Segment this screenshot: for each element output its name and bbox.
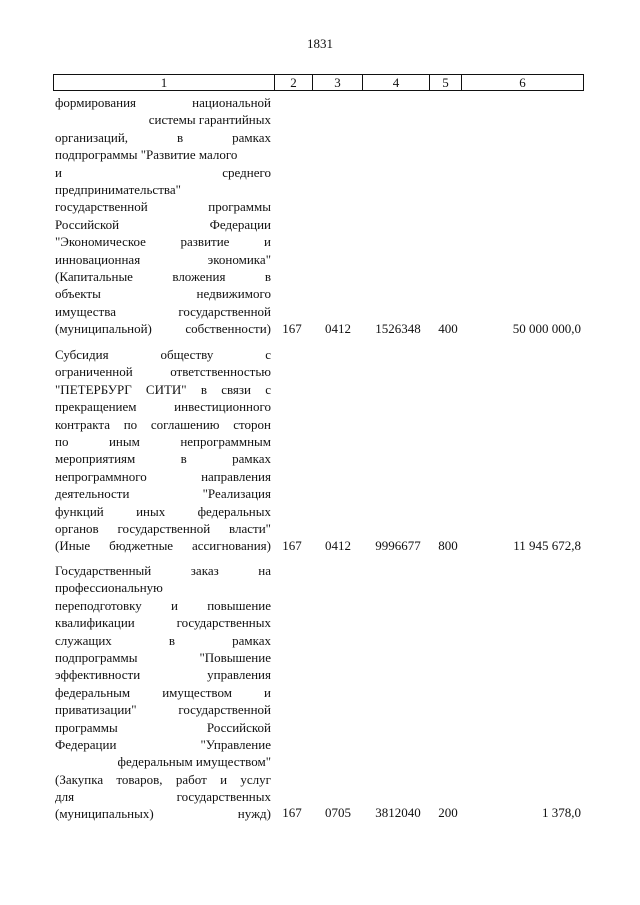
text-line: Субсидия обществу с bbox=[55, 347, 271, 362]
text-line: профессиональную bbox=[55, 580, 163, 596]
text-line: мероприятиям в рамках bbox=[55, 451, 271, 467]
text-line: объекты недвижимого bbox=[55, 286, 271, 302]
text-line: деятельности "Реализация bbox=[55, 486, 271, 502]
text-line: контракта по соглашению сторон bbox=[55, 416, 271, 432]
text-line: эффективности управления bbox=[55, 667, 271, 683]
text-line: государственной программы bbox=[55, 199, 271, 215]
column-header-row bbox=[53, 74, 584, 91]
text-line: (Закупка товаров, работ и услуг bbox=[55, 771, 271, 787]
row-3-col-3: 0705 bbox=[325, 805, 351, 820]
text-line: программы Российской bbox=[55, 719, 271, 735]
text-line: Государственный заказ на bbox=[55, 563, 271, 578]
text-line: ограниченной ответственностью bbox=[55, 364, 271, 380]
text-line: организаций, в рамках bbox=[55, 129, 271, 145]
row-2-col-3: 0412 bbox=[325, 538, 351, 553]
text-line: квалификации государственных bbox=[55, 615, 271, 631]
text-line: (муниципальных) нужд) bbox=[55, 806, 271, 822]
row-3-col-6: 1 378,0 bbox=[542, 805, 581, 820]
row-3-col-2: 167 bbox=[282, 805, 302, 820]
column-header-3: 3 bbox=[313, 75, 363, 91]
text-line: приватизации" государственной bbox=[55, 702, 271, 718]
text-line: "Экономическое развитие и bbox=[55, 234, 271, 250]
row-3-col-4: 3812040 bbox=[375, 805, 421, 820]
row-2-col-5: 800 bbox=[438, 538, 458, 553]
column-header-4: 4 bbox=[363, 75, 430, 91]
column-header-1: 1 bbox=[54, 75, 275, 91]
row-2-description bbox=[55, 346, 271, 555]
text-line: системы гарантийных bbox=[148, 112, 271, 128]
row-1-col-2: 167 bbox=[282, 321, 302, 336]
text-line: (Иные бюджетные ассигнования) bbox=[55, 538, 271, 554]
text-line: Российской Федерации bbox=[55, 216, 271, 232]
text-line: подпрограммы "Развитие малого bbox=[55, 147, 238, 163]
page-number: 1831 bbox=[307, 36, 333, 51]
text-line: по иным непрограммным bbox=[55, 433, 271, 449]
row-1-col-3: 0412 bbox=[325, 321, 351, 336]
column-header-2: 2 bbox=[275, 75, 313, 91]
text-line: подпрограммы "Повышение bbox=[55, 649, 271, 665]
text-line: непрограммного направления bbox=[55, 468, 271, 484]
row-2-col-6: 11 945 672,8 bbox=[513, 538, 581, 553]
text-line: формирования национальной bbox=[55, 95, 271, 110]
row-1-col-5: 400 bbox=[438, 321, 458, 336]
text-line: и среднего bbox=[55, 164, 271, 180]
text-line: функций иных федеральных bbox=[55, 503, 271, 519]
row-1-col-6: 50 000 000,0 bbox=[512, 321, 581, 336]
row-2-col-4: 9996677 bbox=[375, 538, 421, 553]
row-2-col-2: 167 bbox=[282, 538, 302, 553]
text-line: Федерации "Управление bbox=[55, 736, 271, 752]
text-line: "ПЕТЕРБУРГ СИТИ" в связи с bbox=[55, 381, 271, 397]
row-1-col-4: 1526348 bbox=[375, 321, 421, 336]
text-line: переподготовку и повышение bbox=[55, 597, 271, 613]
row-3-description bbox=[55, 562, 271, 823]
text-line: федеральным имуществом и bbox=[55, 684, 271, 700]
text-line: федеральным имуществом" bbox=[117, 754, 271, 770]
text-line: прекращением инвестиционного bbox=[55, 399, 271, 415]
text-line: имущества государственной bbox=[55, 303, 271, 319]
text-line: служащих в рамках bbox=[55, 632, 271, 648]
text-line: (Капитальные вложения в bbox=[55, 268, 271, 284]
text-line: предпринимательства" bbox=[55, 181, 181, 197]
row-1-description bbox=[55, 94, 271, 337]
text-line: для государственных bbox=[55, 789, 271, 805]
text-line: органов государственной власти" bbox=[55, 520, 271, 536]
column-header-5: 5 bbox=[430, 75, 462, 91]
text-line: (муниципальной) собственности) bbox=[55, 321, 271, 337]
text-line: инновационная экономика" bbox=[55, 251, 271, 267]
column-header-6: 6 bbox=[462, 75, 584, 91]
row-3-col-5: 200 bbox=[438, 805, 458, 820]
